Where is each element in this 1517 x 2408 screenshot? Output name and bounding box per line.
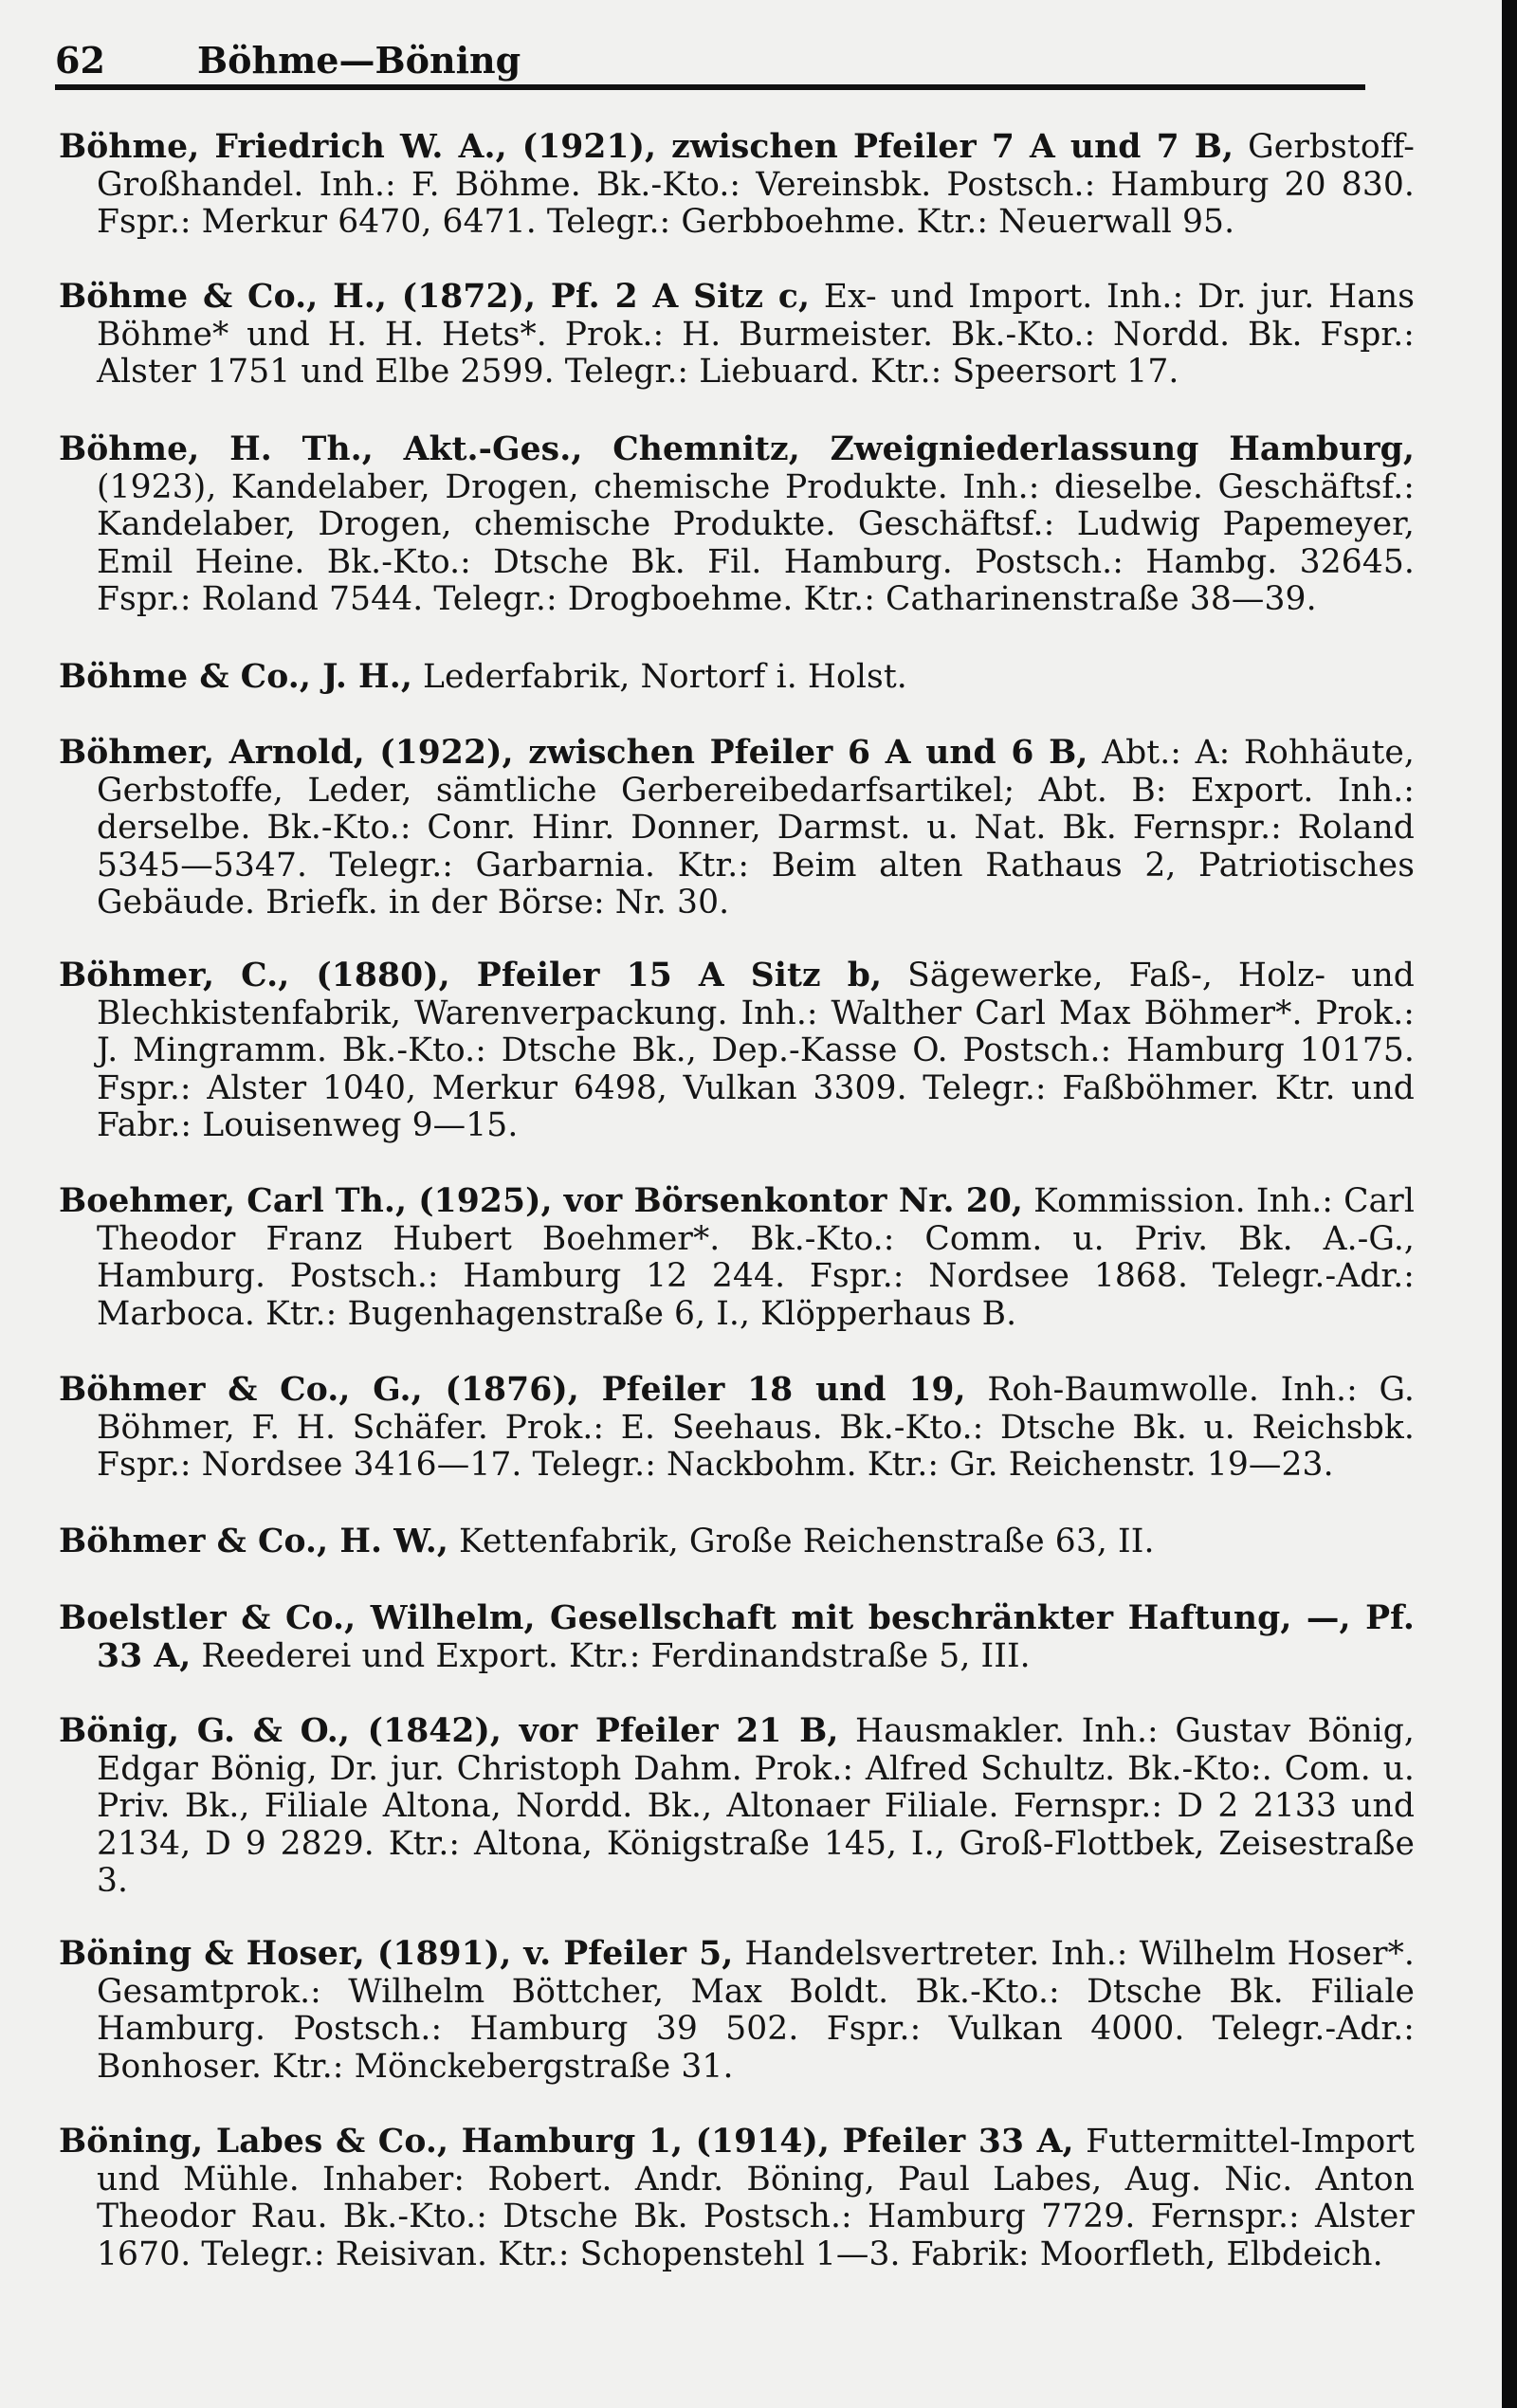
entry-text: Handelsvertreter. Inh.: Wilhelm Hoser*. Gesamtprok.: Wilhelm Böttcher, Max Boldt. Bk.-Kto.: Dtsche Bk. Filiale Hamburg. Postsch.: Hamburg 39 502. Fspr.: Vulkan 4000. Telegr.-Adr.: Bonhoser. Ktr.: Mönckebergstraße 31. [97, 1935, 1415, 2086]
directory-entry [59, 1523, 1415, 1561]
entry-name: Böhmer & Co., G., (1876), Pfeiler 18 und 19, [59, 1371, 966, 1409]
entry-name: Böhme, H. Th., Akt.-Ges., Chemnitz, Zweigniederlassung Hamburg, [59, 430, 1415, 468]
entry-name: Böhmer, C., (1880), Pfeiler 15 A Sitz b, [59, 957, 883, 994]
entry-text: Roh-Baumwolle. Inh.: G. Böhmer, F. H. Schäfer. Prok.: E. Seehaus. Bk.-Kto.: Dtsche Bk. u. Reichsbk. Fspr.: Nordsee 3416—17. Telegr.: Nackbohm. Ktr.: Gr. Reichenstr. 19—23. [97, 1371, 1415, 1484]
directory-entry [59, 659, 1415, 697]
entry-name: Böhme & Co., J. H., [59, 658, 412, 696]
scan-edge [1502, 0, 1517, 2408]
directory-entry [59, 1713, 1415, 1901]
entry-text: Ex- und Import. Inh.: Dr. jur. Hans Böhme* und H. H. Hets*. Prok.: H. Burmeister. Bk.-Kto.: Nordd. Bk. Fspr.: Alster 1751 und Elbe 2599. Telegr.: Liebuard. Ktr.: Speersort 17. [97, 278, 1416, 391]
entry-name: Böhme & Co., H., (1872), Pf. 2 A Sitz c, [59, 278, 811, 316]
page-header [55, 32, 1365, 89]
entry-name: Böhme, Friedrich W. A., (1921), zwischen Pfeiler 7 A und 7 B, [59, 128, 1234, 166]
entry-text: Futtermittel-Import und Mühle. Inhaber: Robert. Andr. Böning, Paul Labes, Aug. Nic. Anton Theodor Rau. Bk.-Kto.: Dtsche Bk. Postsch.: Hamburg 7729. Fernspr.: Alster 1670. Telegr.: Reisivan. Ktr.: Schopenstehl 1—3. Fabrik: Moorfleth, Elbdeich. [97, 2123, 1415, 2273]
directory-entry [59, 279, 1415, 392]
entry-text: Sägewerke, Faß-, Holz- und Blechkistenfabrik, Warenverpackung. Inh.: Walther Carl Max Böhmer*. Prok.: J. Mingramm. Bk.-Kto.: Dtsche Bk., Dep.-Kasse O. Postsch.: Hamburg 10175. Fspr.: Alster 1040, Merkur 6498, Vulkan 3309. Telegr.: Faßböhmer. Ktr. und Fabr.: Louisenweg 9—15. [97, 957, 1415, 1144]
directory-entry [59, 1600, 1415, 1675]
directory-entry [59, 129, 1415, 242]
entry-text: Kommission. Inh.: Carl Theodor Franz Hubert Boehmer*. Bk.-Kto.: Comm. u. Priv. Bk. A.-G., Hamburg. Postsch.: Hamburg 12 244. Fspr.: Nordsee 1868. Telegr.-Adr.: Marboca. Ktr.: Bugenhagenstraße 6, I., Klöpperhaus B. [97, 1182, 1415, 1333]
entry-text: Gerbstoff-Großhandel. Inh.: F. Böhme. Bk.-Kto.: Vereinsbk. Postsch.: Hamburg 20 830. Fspr.: Merkur 6470, 6471. Telegr.: Gerbboehme. Ktr.: Neuerwall 95. [97, 128, 1415, 241]
entry-name: Bönig, G. & O., (1842), vor Pfeiler 21 B, [59, 1712, 839, 1750]
directory-entry [59, 431, 1415, 619]
header-rule [55, 84, 1365, 90]
entry-text: Abt.: A: Rohhäute, Gerbstoffe, Leder, sämtliche Gerbereibedarfsartikel; Abt. B: Export. Inh.: derselbe. Bk.-Kto.: Conr. Hinr. Donner, Darmst. u. Nat. Bk. Fernspr.: Roland 5345—5347. Telegr.: Garbarnia. Ktr.: Beim alten Rathaus 2, Patriotisches Gebäude. Briefk. in der Börse: Nr. 30. [97, 734, 1416, 921]
entry-name: Böning & Hoser, (1891), v. Pfeiler 5, [59, 1935, 734, 1973]
entry-name: Böhmer & Co., H. W., [59, 1523, 448, 1560]
entry-text: Lederfabrik, Nortorf i. Holst. [423, 658, 907, 696]
entry-name: Böhmer, Arnold, (1922), zwischen Pfeiler 6 A und 6 B, [59, 734, 1088, 772]
directory-entry [59, 1183, 1415, 1333]
directory-entry [59, 2124, 1415, 2273]
entry-name: Böning, Labes & Co., Hamburg 1, (1914), Pfeiler 33 A, [59, 2123, 1074, 2161]
directory-entry [59, 735, 1415, 922]
entry-name: Boelstler & Co., Wilhelm, Gesellschaft mit beschränkter Haftung, —, Pf. 33 A, [59, 1599, 1415, 1675]
entry-text: Kettenfabrik, Große Reichenstraße 63, II. [459, 1523, 1155, 1560]
entry-name: Boehmer, Carl Th., (1925), vor Börsenkontor Nr. 20, [59, 1182, 1024, 1220]
entry-text: Reederei und Export. Ktr.: Ferdinandstraße 5, III. [201, 1636, 1031, 1675]
page-number: 62 [55, 39, 105, 82]
directory-entry [59, 958, 1415, 1145]
running-title: Böhme—Böning [197, 39, 521, 82]
entry-text: Hausmakler. Inh.: Gustav Bönig, Edgar Bönig, Dr. jur. Christoph Dahm. Prok.: Alfred Schultz. Bk.-Kto:. Com. u. Priv. Bk., Filiale Altona, Nordd. Bk., Altonaer Filiale. Fernspr.: D 2 2133 und 2134, D 9 2829. Ktr.: Altona, Königstraße 145, I., Groß-Flottbek, Zeisestraße 3. [97, 1712, 1415, 1900]
entry-text: (1923), Kandelaber, Drogen, chemische Produkte. Inh.: dieselbe. Geschäftsf.: Kandelaber, Drogen, chemische Produkte. Geschäftsf.: Ludwig Papemeyer, Emil Heine. Bk.-Kto.: Dtsche Bk. Fil. Hamburg. Postsch.: Hambg. 32645. Fspr.: Roland 7544. Telegr.: Drogboehme. Ktr.: Catharinenstraße 38—39. [97, 467, 1415, 618]
directory-entry [59, 1936, 1415, 2086]
directory-entry [59, 1372, 1415, 1485]
